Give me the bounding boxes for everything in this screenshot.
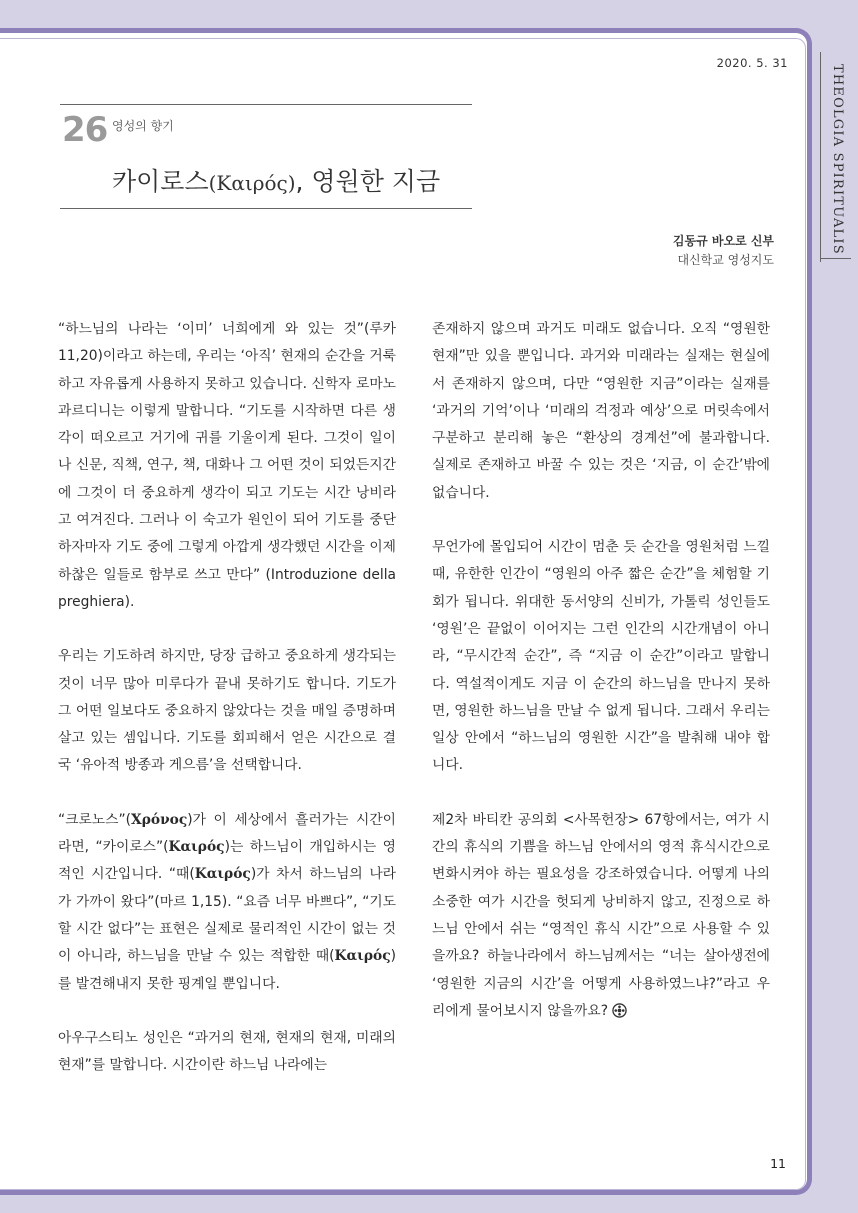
greek-word: Χρόνος xyxy=(131,811,188,828)
paragraph: “하느님의 나라는 ‘이미’ 너희에게 와 있는 것”(루카 11,20)이라고 하는데, 우리는 ‘아직’ 현재의 순간을 거룩하고 자유롭게 사용하지 못하고 있습니다. 신학자 로마노 과르디니는 이렇게 말합니다. “기도를 시작하면 다른 생각이 떠오르고 거기에 귀를 기울이게 된다. 그것이 일이나 신문, 직책, 연구, 책, 대화나 그 어떤 것이 되었든지간에 그것이 더 중요하게 생각이 되고 기도는 시간 낭비라고 여겨진다. 그러나 이 숙고가 원인이 되어 기도를 중단하자마자 기도 중에 그렇게 아깝게 생각했던 시간을 이제 하찮은 일들로 함부로 쓰고 만다” (Introduzione della preghiera). xyxy=(58,321,396,610)
left-column xyxy=(58,316,396,1079)
author-block xyxy=(673,232,774,270)
issue-date: 2020. 5. 31 xyxy=(716,56,788,70)
text-run: “크로노스”( xyxy=(58,811,131,828)
paragraph xyxy=(58,807,396,998)
column-label: 영성의 향기 xyxy=(112,119,174,133)
greek-word: Καιρός xyxy=(334,948,391,965)
text-run: )를 발견해내지 못한 핑계일 뿐입니다. xyxy=(58,948,396,992)
paragraph: 우리는 기도하려 하지만, 당장 급하고 중요하게 생각되는 것이 너무 많아 미루다가 끝내 못하기도 합니다. 기도가 그 어떤 일보다도 중요하지 않았다는 것을 매일 증명하며 살고 있는 셈입니다. 기도를 회피해서 얻은 시간으로 결국 ‘유아적 방종과 게으름’을 선택합니다. xyxy=(58,648,396,774)
text-run: )가 이 세상에서 흘러가는 시간이라면, “카이로스”( xyxy=(58,811,396,856)
author-name: 김동규 바오로 신부 xyxy=(672,234,774,248)
paragraph: 무언가에 몰입되어 시간이 멈춘 듯 순간을 영원처럼 느낄 때, 유한한 인간이 “영원의 아주 짧은 순간”을 체험할 기회가 됩니다. 위대한 동서양의 신비가, 가톨릭 성인들도 ‘영원’은 끝없이 이어지는 그런 인간의 시간개념이 아니라, “무시간적 순간”, 즉 “지금 이 순간”이라고 말합니다. 역설적이게도 지금 이 순간의 하느님을 만나지 못하면, 영원한 하느님을 만날 수 없게 됩니다. 그래서 우리는 일상 안에서 “하느님의 영원한 시간”을 발춰해 내야 합니다. xyxy=(432,539,770,774)
issue-number: 26 xyxy=(62,110,108,150)
side-label: THEOLGIA SPIRITUALIS xyxy=(830,64,845,255)
page-number: 11 xyxy=(770,1156,786,1171)
author-affiliation: 대신학교 영성지도 xyxy=(677,253,774,267)
side-strip-tick xyxy=(821,258,851,259)
paragraph: 존재하지 않으며 과거도 미래도 없습니다. 오직 “영원한 현재”만 있을 뿐입니다. 과거와 미래라는 실재는 현실에서 존재하지 않으며, 다만 “영원한 지금”이라는 실재를 ‘과거의 기억’이나 ‘미래의 걱정과 예상’으로 머릿속에서 구분하고 분리해 놓은 “환상의 경계선”에 불과합니다. 실제로 존재하고 바꿀 수 있는 것은 ‘지금, 이 순간’밖에 없습니다. xyxy=(432,321,770,501)
paragraph: 아우구스티노 성인은 “과거의 현재, 현재의 현재, 미래의 현재”를 말합니다. 시간이란 하느님 나라에는 xyxy=(58,1029,396,1074)
header-rule-top xyxy=(60,104,472,105)
title-suffix: , 영원한 지금 xyxy=(295,167,441,196)
text-run: 제2차 바티칸 공의회 <사목헌장> 67항에서는, 여가 시간의 휴식의 기쁨을 하느님 안에서의 영적 휴식시간으로 변화시켜야 하는 필요성을 강조하였습니다. 어떻게 나의 소중한 여가 시간을 헛되게 낭비하지 않고, 진정으로 하느님 안에서 쉬는 “영적인 휴식 시간”으로 사용할 수 있을까요? 하늘나라에서 하느님께서는 “너는 살아생전에 ‘영원한 지금의 시간’을 어떻게 사용하였느냐?”라고 우리에게 물어보시지 않을까요? xyxy=(432,811,770,1019)
title-greek: (Καιρός) xyxy=(208,171,296,195)
greek-word: Καιρός xyxy=(168,839,225,856)
text-run: )는 하느님이 개입하시는 영적인 시간입니다. “때( xyxy=(58,839,396,883)
text-run: )가 차서 하느님의 나라가 가까이 왔다”(마르 1,15). “요즘 너무 바쁘다”, “기도할 시간 없다”는 표현은 실제로 물리적인 시간이 없는 것이 아니라, 하느님을 만날 수 있는 적합한 때( xyxy=(58,866,396,965)
header-rule-bottom xyxy=(60,208,472,209)
end-mark-icon xyxy=(612,1003,627,1018)
paragraph xyxy=(432,807,770,1025)
title-prefix: 카이로스 xyxy=(112,167,209,196)
right-column xyxy=(432,316,770,1025)
article-title xyxy=(112,162,440,198)
greek-word: Καιρός xyxy=(194,866,251,883)
